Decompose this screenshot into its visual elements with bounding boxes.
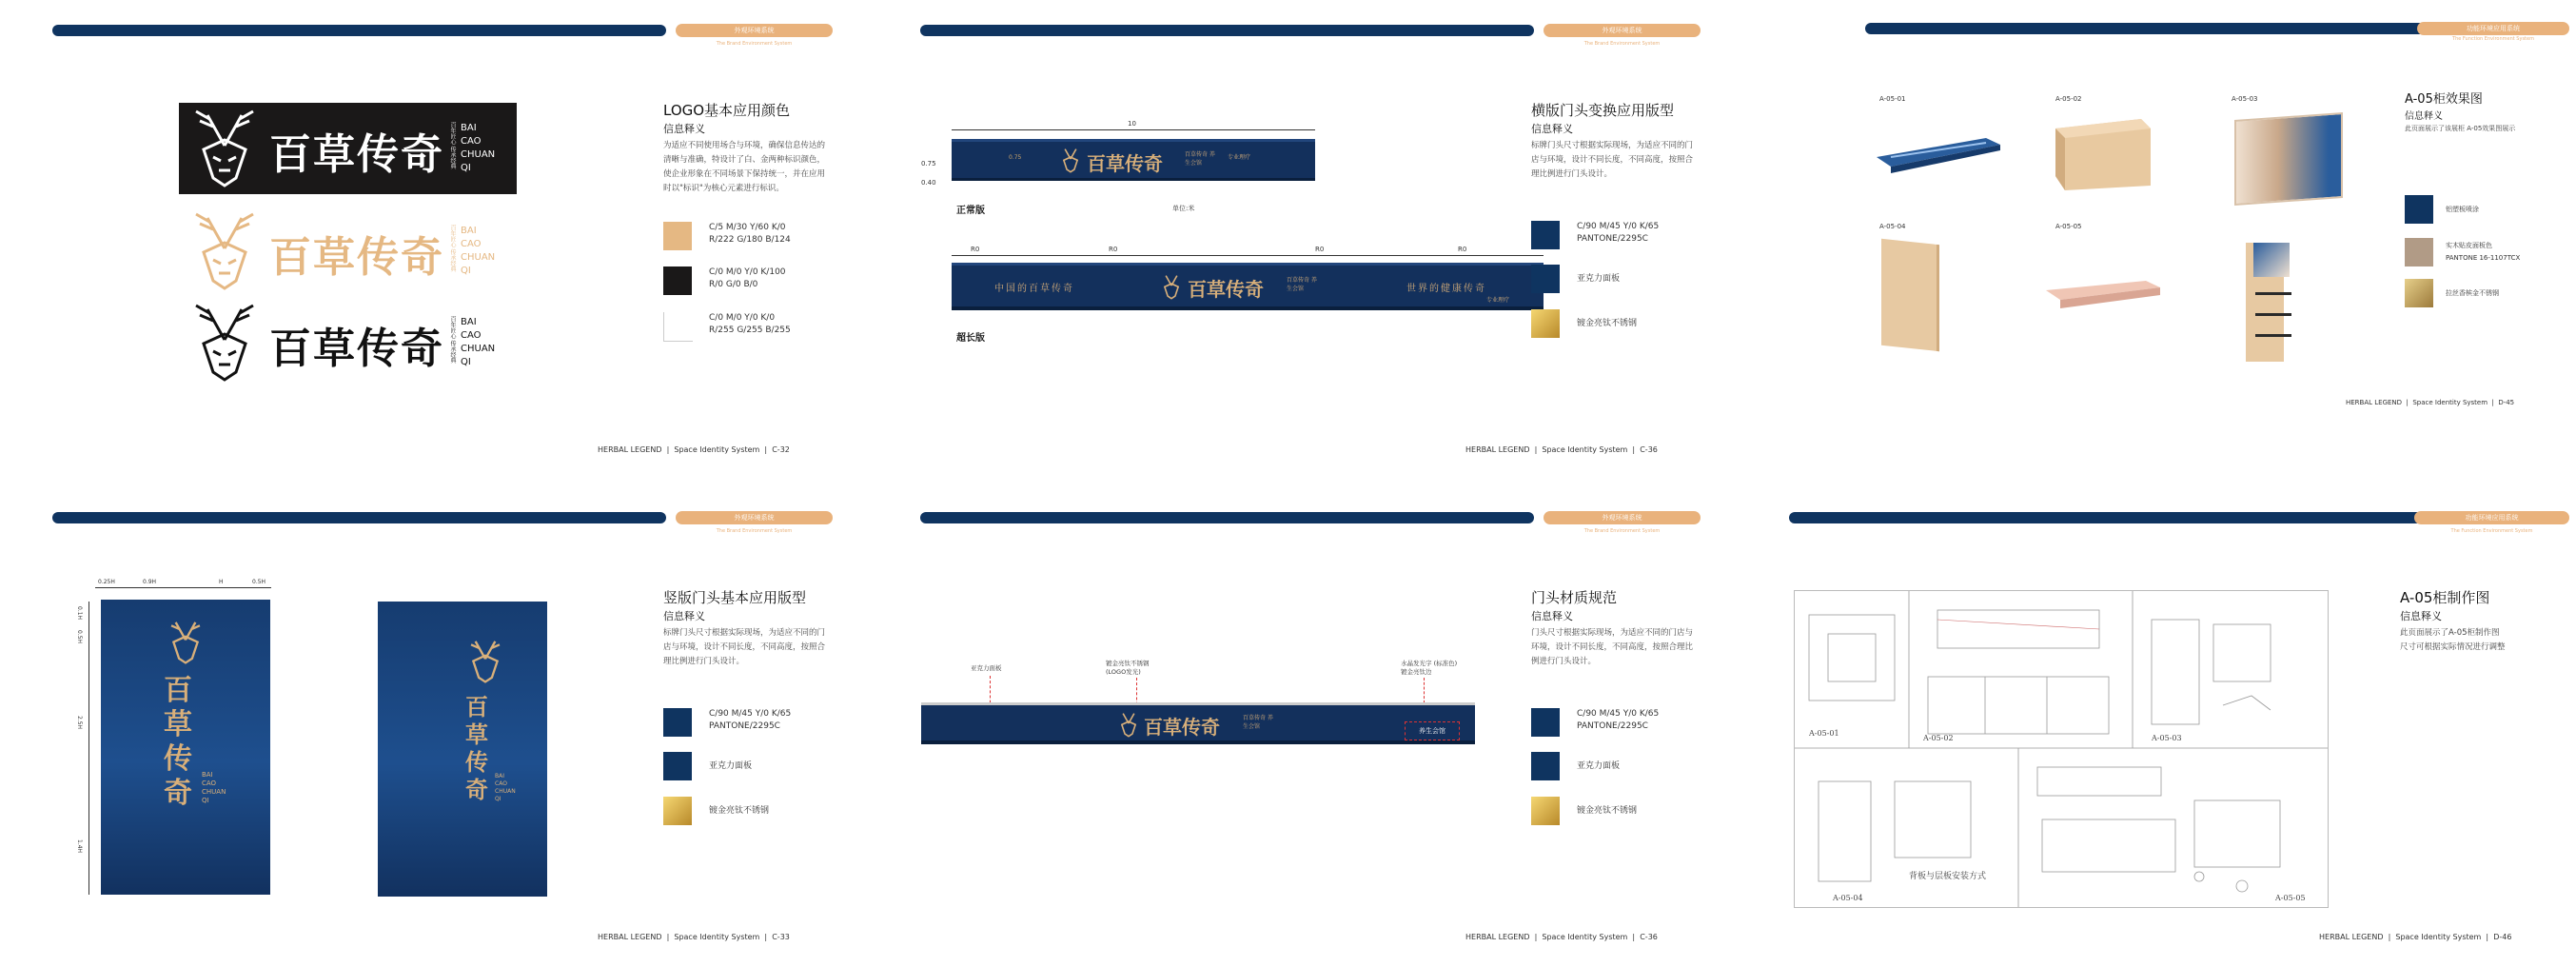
swatch-label: 镀金亮钛不锈钢 [709, 806, 770, 816]
drawing-label: A-05-01 [1809, 729, 1839, 738]
sign-top-trim [952, 263, 1544, 266]
sign-wordmark: 百草传奇 [1087, 152, 1163, 175]
cabinet-a05-03-render [2234, 112, 2343, 206]
page-subtitle: 信息释义 [2400, 610, 2442, 622]
pinyin-chuan: CHUAN [461, 149, 496, 160]
page-description: 此页面展示了该展柜 A-05效果图展示 [2405, 125, 2516, 132]
dimension-label: H [219, 579, 224, 585]
swatch-label: 铝塑板喷涂 [2446, 206, 2479, 213]
dimension-label: 2.5H [76, 716, 83, 730]
swatch-label: 镀金亮钛不锈钢 [1577, 806, 1638, 816]
sign-small-text: 专业理疗 [1486, 297, 1510, 304]
char: 百 [164, 674, 192, 707]
sign-small-text: 0.75 [1009, 154, 1022, 161]
logo-wordmark: 百草传奇 [269, 325, 444, 373]
pinyin-qi: QI [461, 163, 471, 173]
color-swatch-gold [663, 222, 692, 250]
logo-gold [179, 206, 517, 297]
pinyin: BAI [202, 771, 213, 779]
vertical-sign [101, 600, 270, 895]
sign-wordmark: 百草传奇 [1144, 716, 1220, 739]
cabinet-a05-04-render [1881, 239, 1939, 351]
section-tag: 外观环境系统 [1544, 24, 1701, 37]
header-bar [1789, 512, 2427, 523]
sign-side-text: 百草传奇 养生会馆 [1287, 277, 1317, 292]
char: 百 [465, 693, 488, 720]
vertical-sign [378, 602, 547, 897]
color-swatch-gold-steel [1531, 797, 1560, 825]
deer-logo-icon [1116, 710, 1141, 739]
color-swatch-gold-steel [663, 797, 692, 825]
callout: 镀金亮钛不锈钢 (LOGO发光) [1106, 660, 1150, 676]
vertical-pinyin [202, 771, 226, 805]
page-cabinet-render [1737, 0, 2574, 466]
highlight-box [1405, 721, 1460, 740]
pinyin-bai: BAI [461, 317, 477, 327]
sign-bottom-trim [952, 178, 1315, 181]
header-bar [920, 512, 1534, 523]
page-logo-colors [0, 0, 837, 466]
section-tag: 功能环境应用系统 [2414, 511, 2569, 524]
vertical-wordmark [465, 693, 488, 803]
color-swatch-white [663, 312, 693, 342]
page-title: 横版门头变换应用版型 [1531, 102, 1675, 119]
swatch-label: 亚克力面板 [709, 761, 753, 771]
pinyin: CAO [202, 780, 217, 787]
page-description-2: 尺寸可根据实际情况进行调整 [2400, 642, 2506, 652]
header-bar [920, 25, 1534, 36]
dimension-label: 0.5H [252, 579, 266, 585]
sign-side-text-2: 专业理疗 [1228, 154, 1251, 161]
page-title: LOGO基本应用颜色 [663, 102, 791, 119]
section-tag-sub: The Function Environment System [2452, 36, 2534, 42]
page-title: A-05柜效果图 [2405, 92, 2483, 107]
swatch-label: 实木贴皮面板色 PANTONE 16-1107TCX [2446, 242, 2521, 262]
logo-pinyin [461, 316, 495, 369]
color-swatch-acrylic [1531, 265, 1560, 293]
vertical-wordmark [164, 674, 192, 811]
char: 草 [164, 708, 192, 741]
page-description: 此页面展示了A-05柜制作图 [2400, 628, 2500, 638]
logo-tagline: 百年匠心 传承经典 [449, 316, 456, 364]
char: 传 [465, 748, 488, 776]
swatch-label: 亚克力面板 [1577, 274, 1621, 284]
swatch-label: 亚克力面板 [1577, 761, 1621, 771]
page-footer: HERBAL LEGEND | Space Identity System | D-45 [2346, 399, 2515, 406]
char: 草 [465, 720, 488, 748]
color-swatch-navy [2405, 195, 2433, 224]
sign-long [952, 263, 1544, 310]
page-footer: HERBAL LEGEND | Space Identity System | C-33 [598, 933, 790, 941]
dimension-label: 0.40 [921, 179, 936, 187]
dimension-line [95, 587, 271, 588]
section-tag: 外观环境系统 [1544, 511, 1701, 524]
sign-wordmark: 百草传奇 [1188, 278, 1264, 301]
page-title: 竖版门头基本应用版型 [663, 589, 807, 606]
pinyin: QI [202, 797, 209, 804]
dimension-line [88, 602, 89, 895]
swatch-label: C/90 M/45 Y/0 K/65 PANTONE/2295C [1577, 222, 1660, 244]
sign-side-text: 百草传奇 养生会馆 [1185, 151, 1215, 167]
dimension-label: 10 [1128, 120, 1136, 128]
sign-side-text: 百草传奇 养生会馆 [1243, 715, 1273, 730]
page-description: 为适应不同使用场合与环境，确保信息传达的清晰与准确，特设计了白、金两种标识颜色，使企业形象在不同场景下保持统一，并在应用时以"标识"为核心元素进行标识。 [663, 141, 826, 193]
page-footer: HERBAL LEGEND | Space Identity System | C-36 [1465, 445, 1658, 454]
pinyin-cao: CAO [461, 330, 482, 341]
deer-logo-icon [187, 210, 263, 292]
swatch-label: 拉丝香槟金不锈钢 [2446, 289, 2499, 297]
logo-black-bg [179, 103, 517, 194]
header-bar [52, 25, 666, 36]
page-subtitle: 信息释义 [663, 610, 705, 622]
deer-logo-icon [463, 636, 507, 685]
swatch-label: C/90 M/45 Y/0 K/65 PANTONE/2295C [709, 709, 792, 731]
item-label: A-05-03 [2232, 95, 2258, 103]
color-swatch-navy [1531, 221, 1560, 249]
page-subtitle: 信息释义 [2405, 111, 2443, 122]
dimension-label: 0.75 [921, 160, 936, 168]
shelf [2255, 313, 2291, 316]
sign-top-trim [921, 702, 1475, 705]
sign-normal [952, 139, 1315, 181]
deer-logo-icon [187, 108, 263, 189]
deer-logo-icon [1058, 146, 1083, 174]
drawing-label: A-05-04 [1833, 894, 1863, 902]
sign-top-trim [952, 139, 1315, 142]
section-tag: 外观环境系统 [676, 511, 833, 524]
section-tag-sub: The Brand Environment System [1583, 528, 1661, 534]
dimension-label: 1.4H [76, 839, 83, 854]
vertical-pinyin [495, 773, 516, 803]
page-horizontal-sign [868, 0, 1705, 466]
pinyin-qi: QI [461, 266, 471, 276]
page-title: A-05柜制作图 [2400, 589, 2490, 606]
pinyin: CAO [495, 780, 507, 787]
page-description: 门头尺寸根据实际现场，为适应不同的门店与环境，设计不同长度，不同高度，按照合理比例进行门头设计。 [1531, 628, 1694, 666]
color-swatch-acrylic [1531, 752, 1560, 780]
color-swatch-acrylic [663, 752, 692, 780]
color-swatch-champagne [2405, 279, 2433, 307]
pinyin: QI [495, 796, 501, 802]
page-description: 标牌门头尺寸根据实际现场，为适应不同的门店与环境，设计不同长度，不同高度，按照合理比例进行门头设计。 [1531, 141, 1694, 179]
drawing-label: A-05-03 [2152, 734, 2182, 742]
color-swatch-taupe [2405, 238, 2433, 266]
dimension-line [952, 255, 1544, 256]
logo-tagline: 百年匠心 传承经典 [449, 122, 456, 169]
item-label: A-05-01 [1879, 95, 1906, 103]
segment-label: R0 [971, 246, 980, 253]
drawing-lines [1795, 591, 2328, 907]
page-cabinet-drawing [1737, 487, 2574, 954]
item-label: A-05-02 [2055, 95, 2082, 103]
color-swatch-navy [663, 708, 692, 737]
shelf [2255, 292, 2291, 295]
page-description: 标牌门头尺寸根据实际现场，为适应不同的门店与环境，设计不同长度，不同高度，按照合理比例进行门头设计。 [663, 628, 826, 666]
pinyin: CHUAN [495, 788, 516, 795]
pinyin: BAI [495, 773, 504, 780]
pinyin-bai: BAI [461, 226, 477, 236]
header-bar [52, 512, 666, 523]
swatch-label: 镀金亮钛不锈钢 [1577, 319, 1638, 328]
section-tag-sub: The Function Environment System [2450, 528, 2533, 534]
page-subtitle: 信息释义 [1531, 123, 1573, 135]
swatch-label: C/0 M/0 Y/0 K/0 R/255 G/255 B/255 [709, 313, 791, 335]
item-label: A-05-04 [1879, 223, 1906, 230]
logo-pinyin [461, 225, 495, 278]
color-swatch-black [663, 266, 692, 295]
page-title: 门头材质规范 [1531, 589, 1618, 606]
shelf [2255, 334, 2291, 337]
deer-logo-icon [1159, 272, 1184, 301]
sign-bottom-trim [921, 740, 1475, 744]
section-tag: 功能环境应用系统 [2417, 22, 2569, 35]
page-vertical-sign [0, 487, 837, 954]
pinyin-bai: BAI [461, 123, 477, 133]
color-swatch-gold-steel [1531, 309, 1560, 338]
color-swatch-navy [1531, 708, 1560, 737]
page-footer: HERBAL LEGEND | Space Identity System | D-46 [2319, 933, 2512, 941]
normal-label: 正常版 [956, 206, 985, 216]
cabinet-a05-06-render [2246, 243, 2284, 362]
logo-black [179, 297, 517, 388]
segment-label: R0 [1109, 246, 1118, 253]
dimension-label: 0.9H [143, 579, 157, 585]
swatch-label: C/90 M/45 Y/0 K/65 PANTONE/2295C [1577, 709, 1660, 731]
pinyin-qi: QI [461, 357, 471, 367]
highlight-box-text: 养生会馆 [1419, 727, 1445, 735]
slogan-right: 世界的健康传奇 [1406, 284, 1486, 294]
section-tag-sub: The Brand Environment System [716, 41, 793, 47]
page-footer: HERBAL LEGEND | Space Identity System | C-36 [1465, 933, 1658, 941]
page-footer: HERBAL LEGEND | Space Identity System | C-32 [598, 445, 790, 454]
dimension-label: 0.25H [98, 579, 115, 585]
pinyin: CHUAN [202, 788, 226, 796]
header-bar [1865, 23, 2436, 34]
char: 奇 [465, 776, 488, 803]
deer-logo-icon [187, 302, 263, 384]
long-label: 超长版 [956, 333, 985, 344]
cabinet-a05-02-render [2051, 114, 2155, 190]
swatch-label: C/0 M/0 Y/0 K/100 R/0 G/0 B/0 [709, 267, 786, 289]
logo-tagline: 百年匠心 传承经典 [449, 225, 456, 272]
callout: 亚克力面板 [971, 664, 1002, 672]
pinyin-cao: CAO [461, 239, 482, 249]
drawing-label: 背板与层板安装方式 [1909, 872, 1987, 881]
sign-bottom-trim [952, 306, 1544, 310]
section-tag-sub: The Brand Environment System [716, 528, 793, 534]
char: 奇 [164, 777, 192, 810]
section-tag-sub: The Brand Environment System [1583, 41, 1661, 47]
pinyin-chuan: CHUAN [461, 344, 496, 354]
cabinet-a05-01-render [1872, 133, 2005, 181]
dimension-label: 0.1H [76, 606, 83, 621]
section-tag: 外观环境系统 [676, 24, 833, 37]
deer-logo-icon [164, 617, 207, 666]
pinyin-cao: CAO [461, 136, 482, 147]
cabinet-a05-05-render [2041, 276, 2165, 314]
unit-note: 单位:米 [1172, 205, 1195, 212]
drawing-label: A-05-02 [1923, 734, 1954, 742]
dimension-label: 0.5H [76, 630, 83, 644]
sign-material [921, 702, 1475, 744]
page-sign-material [868, 487, 1705, 954]
logo-pinyin [461, 122, 495, 175]
char: 传 [164, 742, 192, 776]
segment-label: R0 [1315, 246, 1325, 253]
page-subtitle: 信息释义 [1531, 610, 1573, 622]
segment-label: R0 [1458, 246, 1467, 253]
swatch-label: C/5 M/30 Y/60 K/0 R/222 G/180 B/124 [709, 223, 791, 245]
display-panel [2253, 243, 2290, 277]
page-subtitle: 信息释义 [663, 123, 705, 135]
technical-drawing [1794, 590, 2329, 908]
slogan-left: 中国的百草传奇 [994, 284, 1074, 294]
drawing-label: A-05-05 [2275, 894, 2306, 902]
logo-wordmark: 百草传奇 [269, 233, 444, 282]
pinyin-chuan: CHUAN [461, 252, 496, 263]
dimension-line [952, 129, 1315, 130]
callout: 水晶发光字 (标准色) 镀金亮钛边 [1401, 660, 1458, 676]
item-label: A-05-05 [2055, 223, 2082, 230]
logo-wordmark: 百草传奇 [269, 130, 444, 179]
